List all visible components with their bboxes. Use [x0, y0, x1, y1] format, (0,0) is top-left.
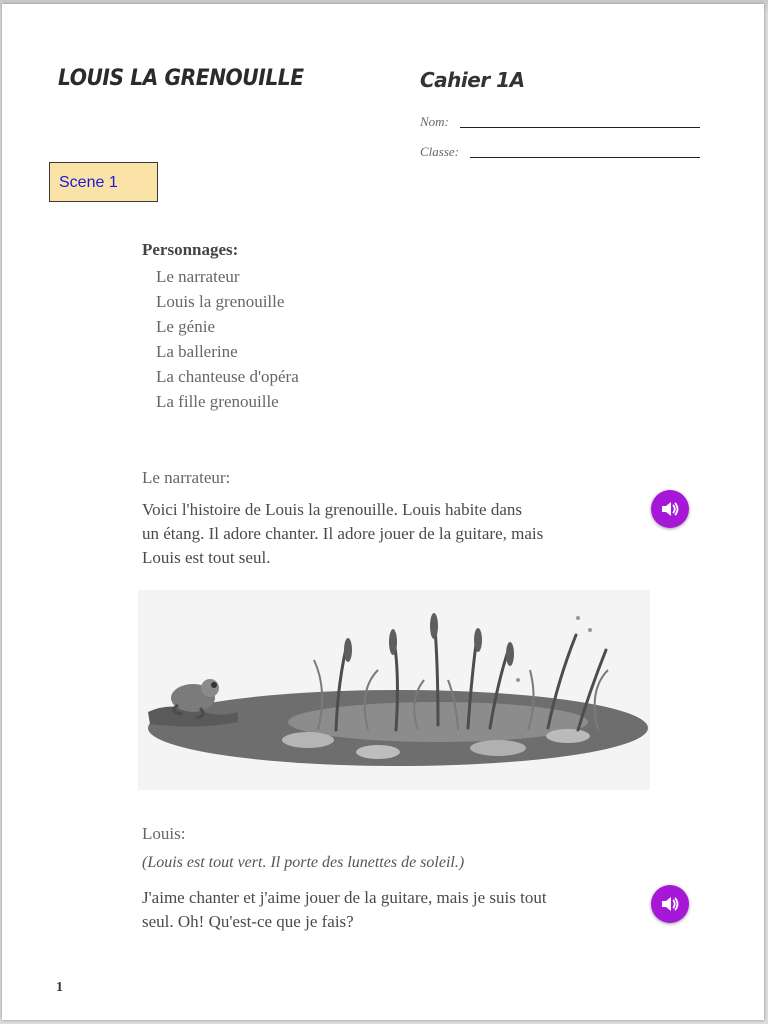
narrator-line: Voici l'histoire de Louis la grenouille. Louis habite dans [142, 500, 522, 519]
characters-list [142, 240, 299, 414]
character-item: Louis la grenouille [156, 292, 285, 311]
character-item: Le génie [156, 317, 215, 336]
speaker-icon [660, 500, 680, 518]
class-label: Classe: [420, 144, 459, 159]
book-title: LOUIS LA GRENOUILLE [58, 66, 304, 91]
narrator-line: un étang. Il adore chanter. Il adore jouer de la guitare, mais [142, 524, 544, 543]
page-number: 1 [56, 980, 63, 995]
class-field [420, 144, 459, 160]
document-page [2, 4, 764, 1020]
scene-button[interactable]: Scene 1 [49, 162, 158, 202]
name-label: Nom: [420, 114, 449, 129]
narrator-speaker: Le narrateur: [142, 468, 231, 487]
audio-play-button[interactable] [651, 885, 689, 923]
speaker-icon [660, 895, 680, 913]
pond-illustration [138, 590, 650, 790]
louis-line: J'aime chanter et j'aime jouer de la guitare, mais je suis tout [142, 888, 547, 907]
louis-speaker: Louis: [142, 824, 186, 843]
workbook-label: Cahier 1A [420, 68, 525, 92]
character-item: Le narrateur [156, 267, 240, 286]
character-item: La chanteuse d'opéra [156, 367, 299, 386]
louis-text [142, 886, 642, 934]
audio-play-button[interactable] [651, 490, 689, 528]
louis-line: seul. Oh! Qu'est-ce que je fais? [142, 912, 354, 931]
narrator-text [142, 498, 642, 570]
characters-heading: Personnages: [142, 240, 239, 259]
character-item: La ballerine [156, 342, 238, 361]
stage-direction: (Louis est tout vert. Il porte des lunettes de soleil.) [142, 854, 465, 871]
narrator-line: Louis est tout seul. [142, 548, 271, 567]
name-field [420, 114, 449, 130]
character-item: La fille grenouille [156, 392, 279, 411]
